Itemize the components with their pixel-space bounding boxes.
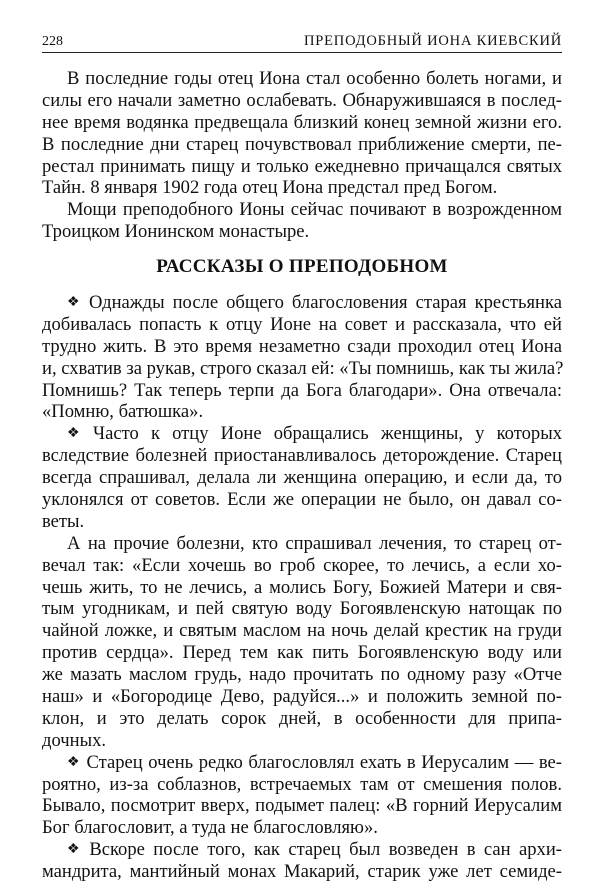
text-line	[42, 817, 562, 839]
text-line-content: вследствие болезней приостанавливалось деторождение. Старец	[42, 445, 562, 467]
running-header	[42, 30, 562, 53]
text-line	[42, 467, 562, 489]
text-line	[42, 555, 562, 577]
text-line-content: Вскоре после того, как старец был возведен в сан архи-	[89, 839, 562, 861]
text-line-content: Помнишь? Так теперь терпи да Бога благодари». Она отвечала:	[42, 379, 562, 401]
text-line-content: добивалась попасть к отцу Ионе на совет и рассказала, что ей	[42, 313, 562, 335]
paragraph	[42, 839, 562, 883]
text-line-content: вечал так: «Если хочешь во гроб скорее, то лечись, а если хо-	[42, 554, 562, 576]
text-line-content: Однажды после общего благословения старая крестьянка	[88, 292, 562, 313]
text-line	[42, 112, 562, 134]
text-line	[42, 199, 562, 221]
text-line-content: Бывало, посмотрит вверх, подымет палец: «В горний Иерусалим	[42, 795, 562, 817]
text-line-content: «Помню, батюшка».	[42, 401, 204, 423]
text-line	[42, 445, 562, 467]
text-line	[42, 380, 562, 402]
text-line	[42, 314, 562, 336]
text-line-content: Бог благословит, а туда не благословляю».	[42, 817, 378, 839]
bullet-icon: ❖	[67, 426, 88, 442]
paragraph	[42, 533, 562, 752]
text-line	[42, 795, 562, 817]
text-line-content: дочных.	[42, 729, 107, 751]
text-line-content: В последние дни старец почувствовал приближение смерти, пе-	[42, 133, 562, 155]
text-line-content: клон, и это делать сорок дней, в особенности для припа-	[42, 707, 562, 729]
text-line-content: Часто к отцу Ионе обращались женщины, у которых	[93, 423, 562, 445]
text-line-content: нее время водянка предвещала близкий конец земной жизни его.	[42, 111, 562, 133]
text-line	[42, 861, 562, 883]
body-section-stories	[42, 292, 562, 883]
text-line-content: Тайн. 8 января 1902 года отец Иона предстал пред Богом.	[42, 177, 498, 199]
text-line	[42, 598, 562, 620]
paragraph	[42, 292, 562, 423]
paragraph	[42, 199, 562, 243]
text-line	[42, 292, 562, 314]
text-line-content: против сердца». Перед тем как пить Богоявленскую воду или	[42, 642, 562, 664]
text-line-content: Старец очень редко благословлял ехать в Иерусалим — ве-	[86, 751, 562, 773]
body-section-ending	[42, 68, 562, 243]
page-number: 228	[42, 34, 63, 49]
text-line-content: же мазать маслом грудь, надо прочитать по одному разу «Отче	[42, 664, 562, 686]
text-line	[42, 68, 562, 90]
text-line	[42, 489, 562, 511]
bullet-icon: ❖	[67, 295, 83, 310]
text-line	[42, 336, 562, 358]
section-heading: РАССКАЗЫ О ПРЕПОДОБНОМ	[156, 256, 448, 277]
paragraph	[42, 68, 562, 199]
text-line	[42, 423, 562, 445]
text-line	[42, 686, 562, 708]
paragraph	[42, 423, 562, 532]
text-line	[42, 533, 562, 555]
paragraph	[42, 752, 562, 840]
text-line-content: и, схватив за рукав, строго сказал ей: «Ты помнишь, как ты жила?	[42, 357, 564, 379]
text-line-content: наш» и «Богородице Дево, радуйся...» и положить земной по-	[42, 686, 562, 708]
text-line-content: всегда спрашивал, делала ли женщина операцию, и если да, то	[42, 467, 562, 489]
text-line	[42, 839, 562, 861]
text-line-content: В последние годы отец Иона стал особенно болеть ногами, и	[67, 68, 562, 89]
text-line-content: чайной ложке, и святым маслом на ночь делай крестик на груди	[42, 620, 562, 642]
text-line	[42, 577, 562, 599]
text-line-content: веты.	[42, 510, 85, 532]
text-line-content: трудно жить. В это время незаметно сзади проходил отец Иона	[42, 335, 562, 357]
text-line	[42, 774, 562, 796]
text-line	[42, 401, 562, 423]
text-line-content: тым угодникам, и пей святую воду Богоявленскую натощак по	[42, 598, 562, 620]
text-line	[42, 177, 562, 199]
bullet-icon: ❖	[67, 754, 81, 770]
text-line-content: рестал принимать пищу и только ежедневно причащался святых	[42, 155, 562, 177]
text-line-content: силы его начали заметно ослабевать. Обнаружившаяся в послед-	[42, 89, 562, 111]
text-line	[42, 708, 562, 730]
text-line-content: Троицком Ионинском монастыре.	[42, 221, 310, 243]
text-line-content: А на прочие болезни, кто спрашивал лечения, то старец от-	[67, 532, 562, 554]
text-line	[42, 511, 562, 533]
text-line-content: роятно, из-за соблазнов, встречаемых там от смешения полов.	[42, 773, 562, 795]
text-line-content: Мощи преподобного Ионы сейчас почивают в возрожденном	[67, 199, 562, 221]
text-line-content: уклонялся от советов. Если же операции не было, он давал со-	[42, 489, 562, 511]
text-line	[42, 620, 562, 642]
text-line	[42, 664, 562, 686]
text-line-content: мандрита, мантийный монах Макарий, старик уже лет семиде-	[42, 861, 562, 883]
text-line	[42, 156, 562, 178]
bullet-icon: ❖	[67, 842, 84, 858]
text-line	[42, 752, 562, 774]
text-line-content: чешь жить, то не лечись, а молись Богу, Божией Матери и свя-	[42, 576, 562, 598]
text-line	[42, 642, 562, 664]
running-title: ПРЕПОДОБНЫЙ ИОНА КИЕВСКИЙ	[304, 33, 562, 49]
text-line	[42, 221, 562, 243]
text-line	[42, 90, 562, 112]
text-line	[42, 730, 562, 752]
text-line	[42, 358, 562, 380]
text-line	[42, 134, 562, 156]
